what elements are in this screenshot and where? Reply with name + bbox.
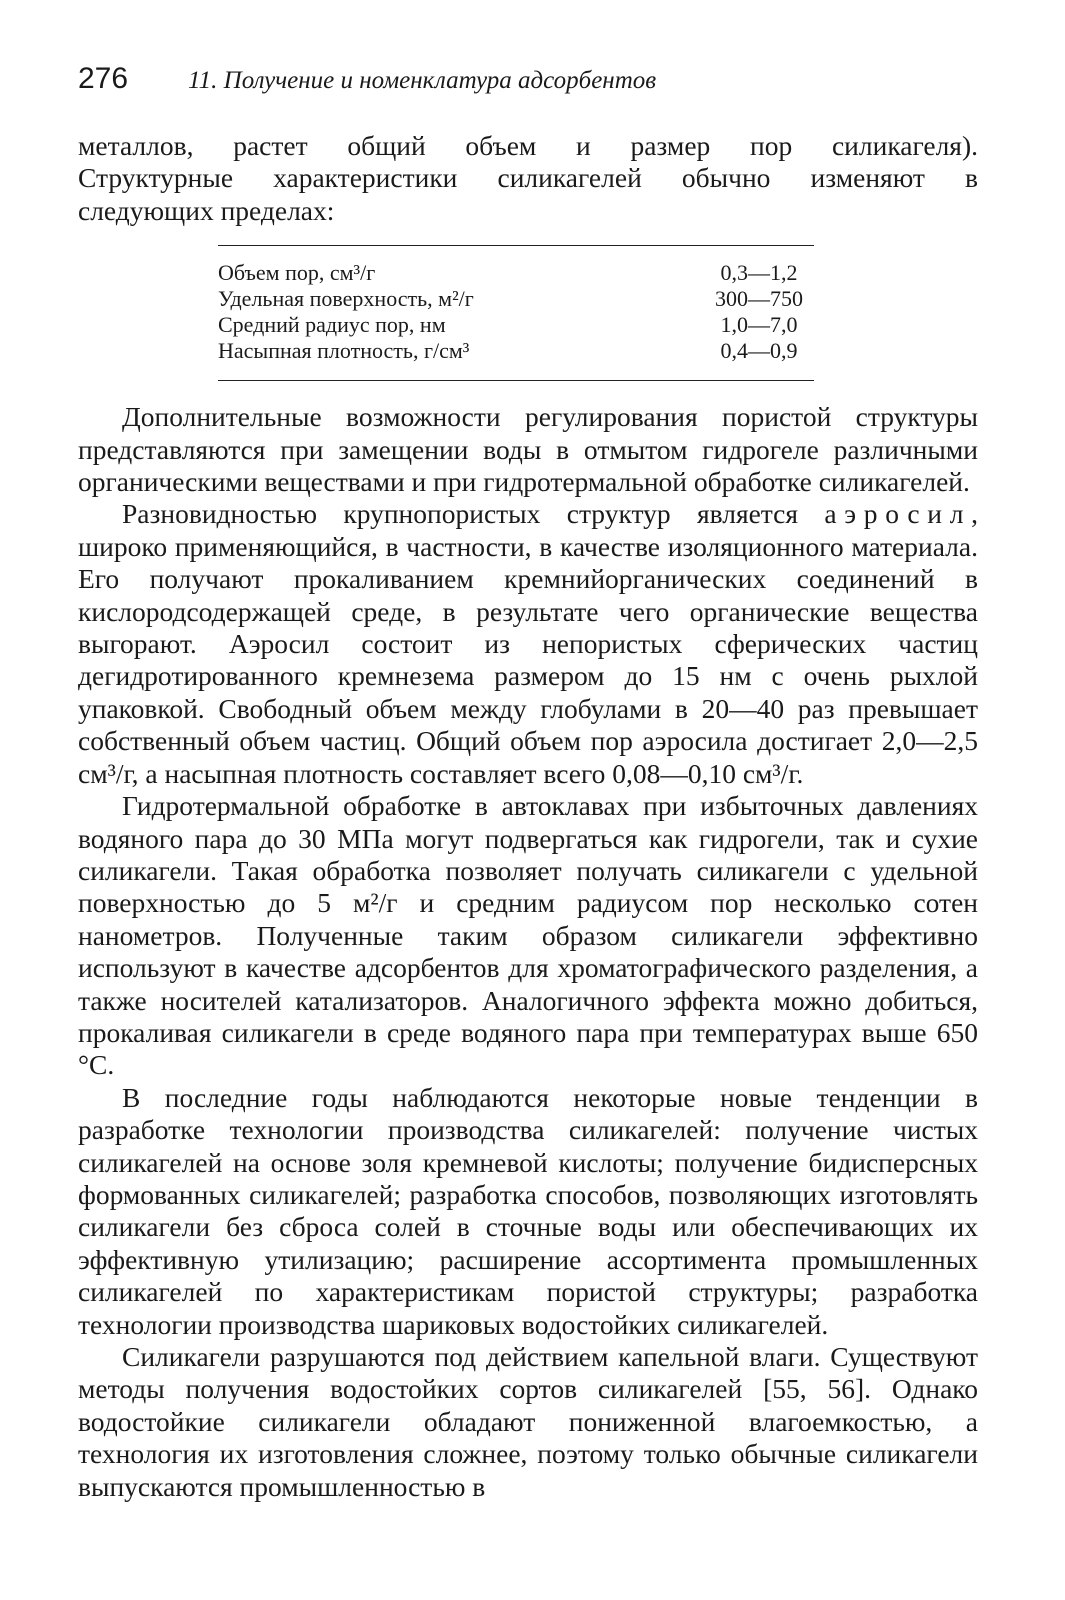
- table-row: [218, 260, 814, 286]
- table-row: [218, 338, 814, 364]
- table-label: Объем пор, см³/г: [218, 260, 376, 286]
- table-value: 1,0—7,0: [720, 312, 798, 338]
- paragraph-3: Гидротермальной обработке в автоклавах при избыточных давлениях водяного пара до 30 МПа могут подвергаться как гидрогели, так и сухие силикагели. Такая обработка позволяет получать силикагели с удельной поверхностью до 5 м²/г и средним радиусом пор несколько сотен нанометров. Полученные таким образом силикагели эффективно используют в качестве адсорбентов для хроматографического разделения, а также носителей катализаторов. Аналогичного эффекта можно добиться, прокаливая силикагели в среде водяного пара при температурах выше 650 °С.: [78, 790, 978, 1081]
- paragraph-2: [78, 498, 978, 790]
- intro-line-2: Структурные характеристики силикагелей обычно изменяют в: [78, 162, 978, 194]
- page-number: 276: [78, 62, 129, 95]
- table-value: 300—750: [715, 286, 803, 312]
- book-page: [78, 62, 978, 1503]
- intro-line-1: металлов, растет общий объем и размер пор силикагеля).: [78, 130, 978, 161]
- paragraph-2-rest: , широко применяющийся, в частности, в качестве изоляционного материала. Его получают прокаливанием кремнийорганических соединений в кислородсодержащей среде, в результате чего органические вещества выгорают. Аэросил состоит из непористых сферических частиц дегидротированного кремнезема размером до 15 нм с очень рыхлой упаковкой. Свободный объем между глобулами в 20—40 раз превышает собственный объем частиц. Общий объем пор аэросила достигает 2,0—2,5 см³/г, а насыпная плотность составляет всего 0,08—0,10 см³/г.: [78, 498, 978, 789]
- table-row: [218, 286, 814, 312]
- intro-line-3: следующих пределах:: [78, 194, 335, 226]
- table-label: Насыпная плотность, г/см³: [218, 338, 470, 364]
- table-bottom-rule: [218, 380, 814, 381]
- paragraph-2-start: Разновидностью крупнопористых структур является: [122, 498, 825, 530]
- table-row: [218, 312, 814, 338]
- paragraph-4: В последние годы наблюдаются некоторые новые тенденции в разработке технологии производства силикагелей: получение чистых силикагелей на основе золя кремневой кислоты; получение бидисперсных формованных силикагелей; разработка способов, позволяющих изготовлять силикагели без сброса солей в сточные воды или обеспечивающих их эффективную утилизацию; расширение ассортимента промышленных силикагелей по характеристикам пористой структуры; разработка технологии производства шариковых водостойких силикагелей.: [78, 1081, 978, 1340]
- table-label: Удельная поверхность, м²/г: [218, 286, 474, 312]
- running-head: 11. Получение и номенклатура адсорбентов: [188, 67, 657, 94]
- page-header: [78, 62, 978, 108]
- term-aerosil: аэросил: [824, 498, 972, 530]
- table-value: 0,4—0,9: [720, 338, 798, 364]
- table-label: Средний радиус пор, нм: [218, 312, 446, 338]
- structure-table: [218, 245, 814, 381]
- paragraph-1: Дополнительные возможности регулирования пористой структуры представляются при замещении воды в отмытом гидрогеле различными органическими веществами и при гидротермальной обработке силикагелей.: [78, 401, 978, 498]
- table-value: 0,3—1,2: [720, 260, 798, 286]
- paragraph-5: Силикагели разрушаются под действием капельной влаги. Существуют методы получения водостойких сортов силикагелей [55, 56]. Однако водостойкие силикагели обладают пониженной влагоемкостью, а технология их изготовления сложнее, поэтому только обычные силикагели выпускаются промышленностью в: [78, 1341, 978, 1502]
